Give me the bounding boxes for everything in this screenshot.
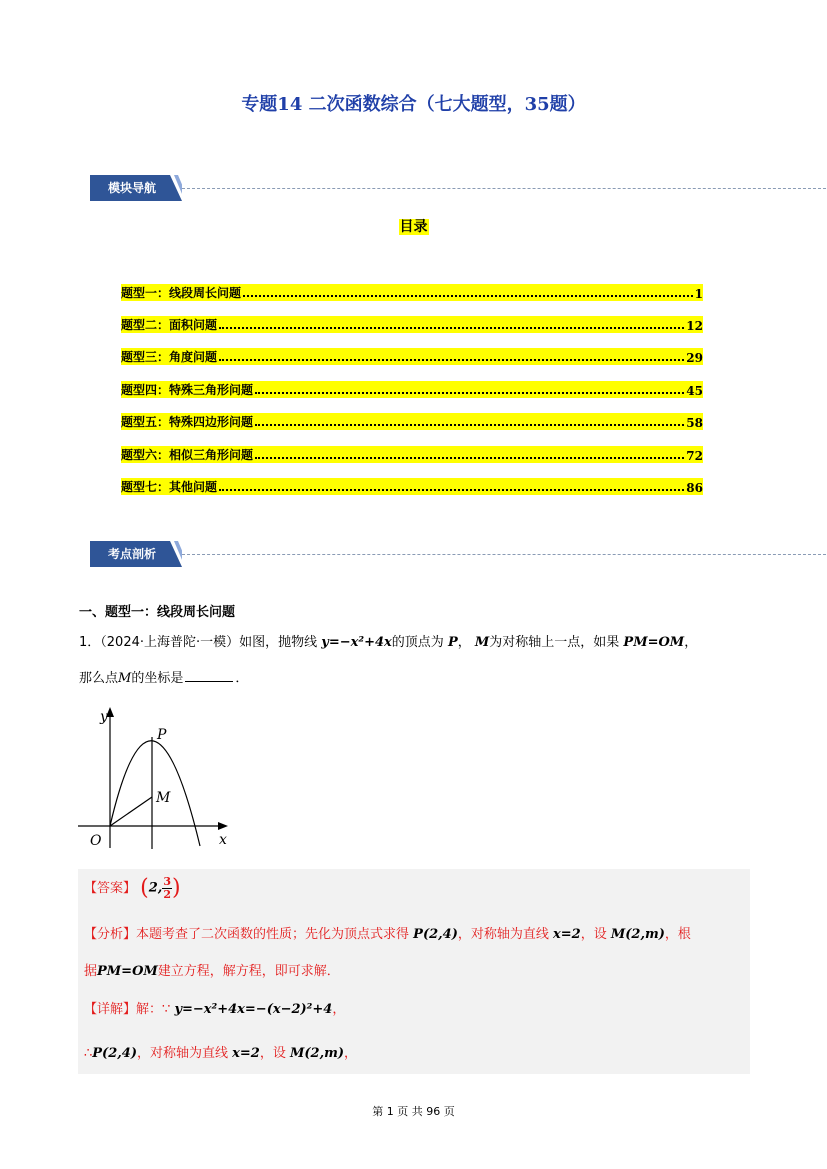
point-p-label: P — [157, 727, 167, 743]
toc-leader-dots — [255, 457, 684, 459]
toc-title: 目录 — [399, 219, 428, 235]
toc-entry[interactable] — [121, 348, 703, 365]
banner-divider — [182, 554, 826, 555]
equation: y=−x²+4x — [321, 635, 392, 650]
parabola-curve — [110, 741, 200, 846]
question-line-2: 那么点M的坐标是 ． — [79, 671, 249, 686]
parabola-figure — [76, 703, 236, 853]
page-footer: 第 1 页 共 96 页 — [372, 1105, 455, 1118]
question-line-1: 1．（2024·上海普陀·一模）如图，抛物线 y=−x²+4x的顶点为 P， M为对称轴上一点，如果 PM=OM， — [79, 635, 698, 650]
toc-entry[interactable] — [121, 316, 703, 333]
toc-leader-dots — [219, 359, 684, 361]
toc-leader-dots — [219, 327, 684, 329]
toc-entry-page: 86 — [686, 481, 703, 495]
answer-line: 【答案】 (2, $\frac{3}{2}$ ) — [84, 875, 181, 901]
analysis-line-1: 【分析】本题考查了二次函数的性质；先化为顶点式求得 P(2,4)，对称轴为直线 x=2，设 M(2,m)，根 — [84, 927, 691, 942]
toc-entry-label: 题型四：特殊三角形问题 — [121, 383, 254, 397]
toc-entry[interactable] — [121, 446, 703, 463]
x-label: x — [219, 832, 227, 848]
toc-entry-page: 29 — [686, 351, 703, 365]
detail-line-2: ∴P(2,4)，对称轴为直线 x=2，设 M(2,m)， — [84, 1046, 358, 1061]
banner-analysis-label: 考点剖析 — [107, 547, 156, 561]
toc-entry[interactable] — [121, 381, 703, 398]
toc-entry[interactable] — [121, 413, 703, 430]
toc-entry-label: 题型七：其他问题 — [121, 480, 218, 494]
point-m-label: M — [156, 790, 171, 806]
toc-entry-label: 题型二：面积问题 — [121, 318, 218, 332]
x-axis-arrow-icon — [218, 822, 228, 830]
banner-nav-label: 模块导航 — [107, 181, 156, 195]
document-title: 专题14 二次函数综合（七大题型，35题） — [241, 94, 586, 115]
toc-entry-page: 12 — [686, 319, 703, 333]
toc-entry-label: 题型一：线段周长问题 — [121, 286, 242, 300]
toc-entry-page: 58 — [686, 416, 703, 430]
toc-entry-page: 45 — [686, 384, 703, 398]
toc-entry-label: 题型三：角度问题 — [121, 350, 218, 364]
section-heading: 一、题型一：线段周长问题 — [79, 605, 236, 620]
toc-leader-dots — [255, 392, 684, 394]
y-label: y — [100, 709, 108, 725]
toc-leader-dots — [243, 295, 693, 297]
toc-entry[interactable] — [121, 284, 703, 301]
toc-entry-page: 1 — [694, 287, 703, 301]
toc-entry-page: 72 — [686, 449, 703, 463]
toc-leader-dots — [255, 424, 684, 426]
toc-leader-dots — [219, 489, 684, 491]
banner-divider — [182, 188, 826, 189]
origin-label: O — [90, 833, 102, 849]
toc-entry-label: 题型五：特殊四边形问题 — [121, 415, 254, 429]
analysis-line-2: 据PM=OM建立方程，解方程，即可求解． — [84, 964, 340, 979]
answer-blank — [185, 669, 233, 682]
detail-line-1: 【详解】解：∵ y=−x²+4x=−(x−2)²+4， — [84, 1002, 346, 1017]
toc-entry-label: 题型六：相似三角形问题 — [121, 448, 254, 462]
toc-entry[interactable] — [121, 478, 703, 495]
